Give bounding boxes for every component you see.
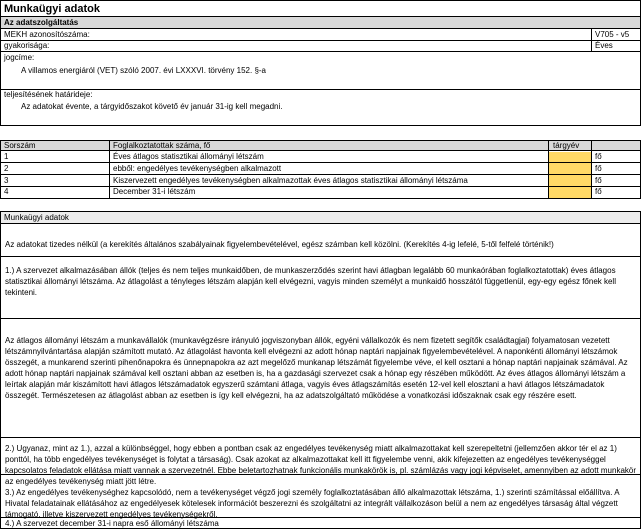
data-table [0,140,641,199]
provider-row [1,16,640,29]
mekh-id-value: V705 - v5 [595,30,630,39]
page-title: Munkaügyi adatok [4,3,100,15]
col-header-name: Foglalkoztatottak száma, fő [113,141,211,150]
provider-label: Az adatszolgáltatás [4,18,79,27]
row-name: ebből: engedélyes tevékenységben alkalmazott [113,164,282,173]
table-row [1,175,640,187]
row-num: 1 [4,152,9,161]
frequency-label: gyakorisága: [4,41,50,50]
divider [1,40,640,41]
year-input[interactable] [549,152,591,162]
col-header-year: tárgyév [553,141,580,150]
divider [1,474,640,475]
notes-paragraph-4: 3.) Az engedélyes tevékenységhez kapcsolódó, nem a tevékenységet végző jogi személy foglalkoztatásában álló alkalmazottak létszáma, 1.) szerinti számítással előállítva. A Hivatal feladatainak ellátásához az engedélyesek kötelesek információt beszerezni és szolgáltatni az integrált vállalkozáson belül a nem az engedélyes társaság által végzett támogató, illetve kiszervezett engedélyes tevékenységekről. [5,488,620,519]
divider [1,437,640,438]
row-num: 2 [4,164,9,173]
year-input[interactable] [549,163,591,174]
table-header-row [1,141,640,151]
table-row [1,152,640,163]
notes-title-row [1,212,640,224]
row-name: Éves átlagos statisztikai állományi létszám [113,152,264,161]
divider [1,318,640,319]
frequency-value: Éves [595,41,613,50]
year-input[interactable] [549,175,591,186]
notes-title: Munkaügyi adatok [4,213,69,222]
table-row [1,163,640,175]
notes-paragraph-1: 1.) A szervezet alkalmazásában állók (teljes és nem teljes munkaidőben, de munkaszerződés szerint havi átlagban legalább 60 munkaórában foglalkoztatottak) éves átlagos statisztikai állományi létszáma. Az átlagolást a tényleges létszám alapján kell elvégezni, vagyis minden személyt a munkaidő hosszától függetlenül, egy-egy egész főnek kell tekinteni. [5,266,616,297]
col-header-num: Sorszám [4,141,36,150]
notes-block [0,211,641,529]
row-name: Kiszervezett engedélyes tevékenységben alkalmazottak éves átlagos statisztikai állományi létszáma [113,176,468,185]
year-input[interactable] [549,187,591,198]
mekh-id-label: MEKH azonosítószáma: [4,30,90,39]
legal-value: A villamos energiáról (VET) szóló 2007. évi LXXXVI. törvény 152. §-a [21,66,267,75]
divider [1,51,640,52]
divider [1,256,640,257]
deadline-value: Az adatokat évente, a tárgyidőszakot követő év január 31-ig kell megadni. [21,102,283,111]
legal-label: jogcíme: [4,53,35,62]
notes-intro: Az adatokat tizedes nélkül (a kerekítés általános szabályainak figyelembevételével, egész számban kell közölni. (Kerekítés 4-ig lefelé, 5-től felfelé történik!) [5,240,554,249]
table-row [1,187,640,198]
row-num: 3 [4,176,9,185]
notes-paragraph-3: 2.) Ugyanaz, mint az 1.), azzal a különbséggel, hogy ebben a pontban csak az engedélyes tevékenység miatt alkalmazottakat kell szerepeltetni (jellemzően akkor tér el az 1) ponttól, ha több engedélyes tevékenységet is folytat a társaság). Csak azokat az alkalmazottakat kell itt figyelembe venni, akik kifejezetten az engedélyes tevékenységgel kapcsolatos feladatok ellátása miatt vannak a szervezetnél. Ebbe beletartozhatnak funkcionális munkakörök is, pl. számlázás vagy jogi képviselet, amennyiben az adott munkakör az engedélyes tevékenység miatt jött létre. [5,444,637,486]
row-unit: fő [595,187,602,196]
row-unit: fő [595,176,602,185]
row-unit: fő [595,152,602,161]
row-num: 4 [4,187,9,196]
divider [1,89,640,90]
notes-paragraph-2: Az átlagos állományi létszám a munkavállalók (munkavégzésre irányuló jogviszonyban állók, egyéni vállalkozók és nem fizetett segítők családtagjai) folyamatosan vezetett létszámnyilvántartása alapján számított mutató. Az átlagolást havonta kell elvégezni az adott hónap naptári napjainak figyelembevételével. A naponkénti állományi létszámok összegét, a munkarend szerinti pihenőnapokra és ünnepnapokra az azt megelőző munkanap létszámát figyelembe véve, el kell osztani a hónap naptári napjainak számával. Az adott hónap naptári napjainak számával kell osztani abban az esetben is, ha a gazdasági szervezet csak a hónap egy részében működött. Az éves átlagos állományi létszám a leírtak alapján már kiszámított havi átlagos létszámadatok egyszerű számtani átlaga, vagyis éves átlagszámítás esetén 12-vel kell elosztani a havi átlagos létszámadatok összegét. Természetesen az átlagolást abban az esetben is így kell elvégezni, ha az adatszolgáltató működése a vonatkozási időszaknak csak egy részére esett. [5,336,628,400]
notes-paragraph-5: 4.) A szervezet december 31-i napra eső állományi létszáma [5,519,219,528]
header-block [0,0,641,126]
row-name: December 31-i létszám [113,187,196,196]
row-unit: fő [595,164,602,173]
deadline-label: teljesítésének határideje: [4,90,93,99]
